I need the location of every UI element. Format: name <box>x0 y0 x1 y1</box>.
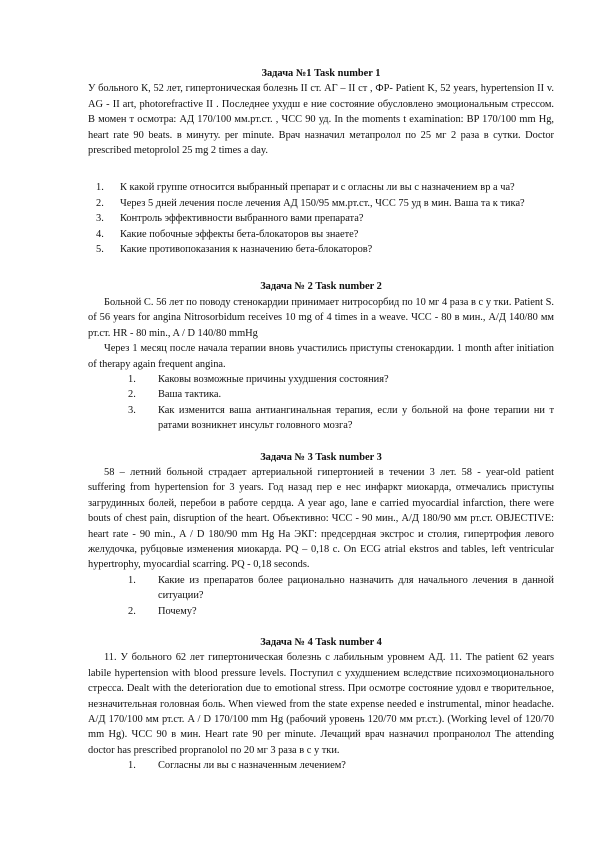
task2-question: 1. Каковы возможные причины ухудшения состояния? <box>128 373 389 385</box>
task3-questions <box>88 573 554 619</box>
task3-question: 1. Какие из препаратов более рационально назначить для начального лечения в данной ситуации? <box>128 574 554 602</box>
task1-question: 4. Какие побочные эффекты бета-блокаторов вы знаете? <box>96 228 359 240</box>
task1-question: 1. К какой группе относится выбранный препарат и с огласны ли вы с назначением вр а ча? <box>96 182 515 194</box>
task2-questions <box>88 372 554 434</box>
task3-text: 58 – летний больной страдает артериальной гипертонией в течении 3 лет. 58 - year-old patient suffering from hypertension for 3 years. Год назад пер е нес инфаркт миокарда, отмечались приступы загрудинных болей, перебои в работе сердца. A year ago, lane e carried myocardial infarction, there were bouts of chest pain, disruption of the heart. Объективно: ЧСС - 90 мин., А/Д 180/90 мм рт.ст. OBJECTIVE: heart rate - 90 min., A / D 180/90 mm Hg На ЭКГ: предсердная экстрос и столия, гипертрофия левого желудочка, рубцовые изменения миокарда. PQ – 0,18 с. On ECG atrial ekstros and tables, left ventricular hypertrophy, myocardial scarring. PQ - 0,18 seconds. <box>88 466 554 571</box>
task2-question: 2. Ваша тактика. <box>128 389 222 401</box>
task4-title: Задача № 4 Task number 4 <box>260 637 382 648</box>
task1-question: 5. Какие противопоказания к назначению бета-блокаторов? <box>96 244 373 256</box>
task3-title: Задача № 3 Task number 3 <box>260 451 382 463</box>
task1-question: 2. Через 5 дней лечения после лечения АД 150/95 мм.рт.ст., ЧСС 75 уд в мин. Ваша та к тика? <box>96 197 525 209</box>
task1-title: Задача №1 Task number 1 <box>261 68 381 79</box>
task2-text-followup: Через 1 месяц после начала терапии вновь участились приступы стенокардии. 1 month after initiation of therapy again frequent angina. <box>88 343 554 370</box>
task1-question: 3. Контроль эффективности выбранного вами препарата? <box>96 213 364 225</box>
task4-text: 11. У больного 62 лет гипертоническая болезнь с лабильным уровнем АД. 11. The patient 62 years labile hypertension with blood pressure levels. Поступил с ухудшением вследствие психоэмоционального стресса. Dealt with the deterioration due to emotional stress. При осмотре состояние удовл е творительное, незначительная головная боль. When viewed from the state expense needed e instrumental, minor headache. А/Д 170/100 мм рт.ст. A / D 170/100 mm Hg (рабочий уровень 120/70 мм рт.ст.). (Working level of 120/70 mm Hg). ЧСС 90 в мин. Heart rate 90 per minute. Лечащий врач назначил пропранолол The attending doctor has prescribed propranolol по 20 мг 3 раза в с у тки. <box>88 652 554 756</box>
task1-text: У больного К, 52 лет, гипертоническая болезнь II ст. АГ – II ст , ФР- Patient K, 52 years, hypertension II v. AG - II art, photorefractive II . Последнее ухудш е ние состояние обусловлено эмоциональным стрессом. В момен т осмотра: АД 170/100 мм.рт.ст. , ЧСС 90 уд. In the moments t examination: BP 170/100 mm Hg, heart rate 90 beats. в минуту. per minute. Врач назначил метапролол по 25 мг 2 раза в сутки. Doctor prescribed metoprolol 25 mg 2 times a day. <box>88 83 554 157</box>
task2-title: Задача № 2 Task number 2 <box>260 281 382 293</box>
task1-questions <box>88 180 554 257</box>
task3-question: 2. Почему? <box>128 605 197 617</box>
document-body <box>88 66 554 774</box>
task4-questions <box>88 758 554 773</box>
task4-question: 1. Согласны ли вы с назначенным лечением? <box>128 760 346 772</box>
task2-question: 3. Как изменится ваша антиангинальная терапия, если у больной на фоне терапии ни т ратами возникнет инсульт головного мозга? <box>128 404 554 432</box>
task2-text: Больной С. 56 лет по поводу стенокардии принимает нитросорбид по 10 мг 4 раза в с у тки. Patient S. of 56 years for angina Nitrosorbidum receives 10 mg of 4 times in a weave. ЧСС - 80 в мин., А/Д 140/80 мм рт.ст. HR - 80 min., A / D 140/80 mmHg <box>88 296 554 339</box>
